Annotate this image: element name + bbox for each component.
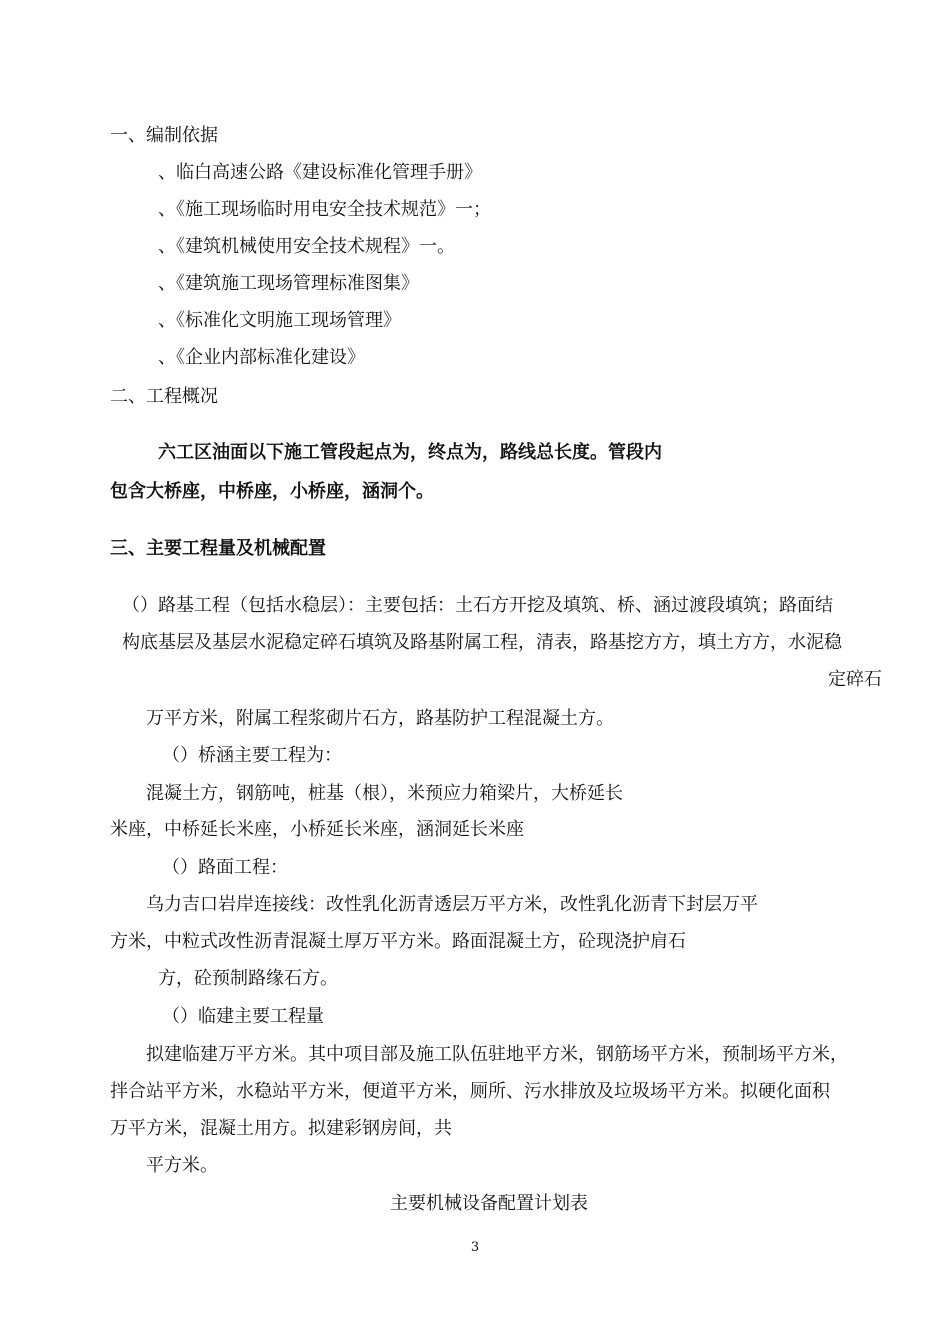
basis-item-5: 、《标准化文明施工现场管理》 [158, 310, 401, 331]
pavement-line-2: 方米，中粒式改性沥青混凝土厚万平方米。路面混凝土方，砼现浇护肩石 [110, 931, 686, 952]
temp-works-line-2: 拌合站平方米，水稳站平方米，便道平方米，厕所、污水排放及垃圾场平方米。拟硬化面积 [110, 1081, 830, 1102]
page-number: 3 [470, 1240, 480, 1255]
temp-works-line-4: 平方米。 [146, 1155, 218, 1176]
pavement-line-1: 乌力吉口岩岸连接线：改性乳化沥青透层万平方米，改性乳化沥青下封层万平 [146, 894, 758, 915]
basis-item-1: 、临白高速公路《建设标准化管理手册》 [158, 162, 482, 183]
temp-works-line-1: 拟建临建万平方米。其中项目部及施工队伍驻地平方米，钢筋场平方米，预制场平方米， [146, 1044, 848, 1065]
section2-heading: 二、工程概况 [110, 386, 218, 407]
basis-item-2: 、《施工现场临时用电安全技术规范》一； [158, 199, 491, 220]
table-title: 主要机械设备配置计划表 [390, 1193, 588, 1214]
basis-item-3: 、《建筑机械使用安全技术规程》一。 [158, 236, 455, 257]
roadbed-line-3: 定碎石 [828, 669, 882, 690]
roadbed-line-4: 万平方米，附属工程浆砌片石方，路基防护工程混凝土方。 [146, 708, 614, 729]
roadbed-line-2: 构底基层及基层水泥稳定碎石填筑及路基附属工程，清表，路基挖方方，填土方方，水泥稳 [122, 632, 842, 653]
section3-heading: 三、主要工程量及机械配置 [110, 538, 326, 559]
basis-item-4: 、《建筑施工现场管理标准图集》 [158, 273, 419, 294]
pavement-heading: （）路面工程： [162, 857, 288, 878]
basis-item-6: 、《企业内部标准化建设》 [158, 347, 365, 368]
temp-works-line-3: 万平方米，混凝土用方。拟建彩钢房间，共 [110, 1118, 452, 1139]
roadbed-line-1: （）路基工程（包括水稳层）：主要包括：土石方开挖及填筑、桥、涵过渡段填筑；路面结 [122, 595, 833, 616]
overview-line-1: 六工区油面以下施工管段起点为，终点为，路线总长度。管段内 [158, 442, 662, 463]
bridge-heading: （）桥涵主要工程为： [162, 745, 342, 766]
section1-heading: 一、编制依据 [110, 125, 218, 146]
bridge-line-1: 混凝土方，钢筋吨，桩基（根），米预应力箱梁片，大桥延长 [146, 783, 623, 804]
overview-line-2: 包含大桥座，中桥座，小桥座，涵洞个。 [110, 481, 434, 502]
temp-works-heading: （）临建主要工程量 [162, 1006, 324, 1027]
pavement-line-3: 方，砼预制路缘石方。 [158, 968, 338, 989]
bridge-line-2: 米座，中桥延长米座，小桥延长米座，涵洞延长米座 [110, 819, 524, 840]
